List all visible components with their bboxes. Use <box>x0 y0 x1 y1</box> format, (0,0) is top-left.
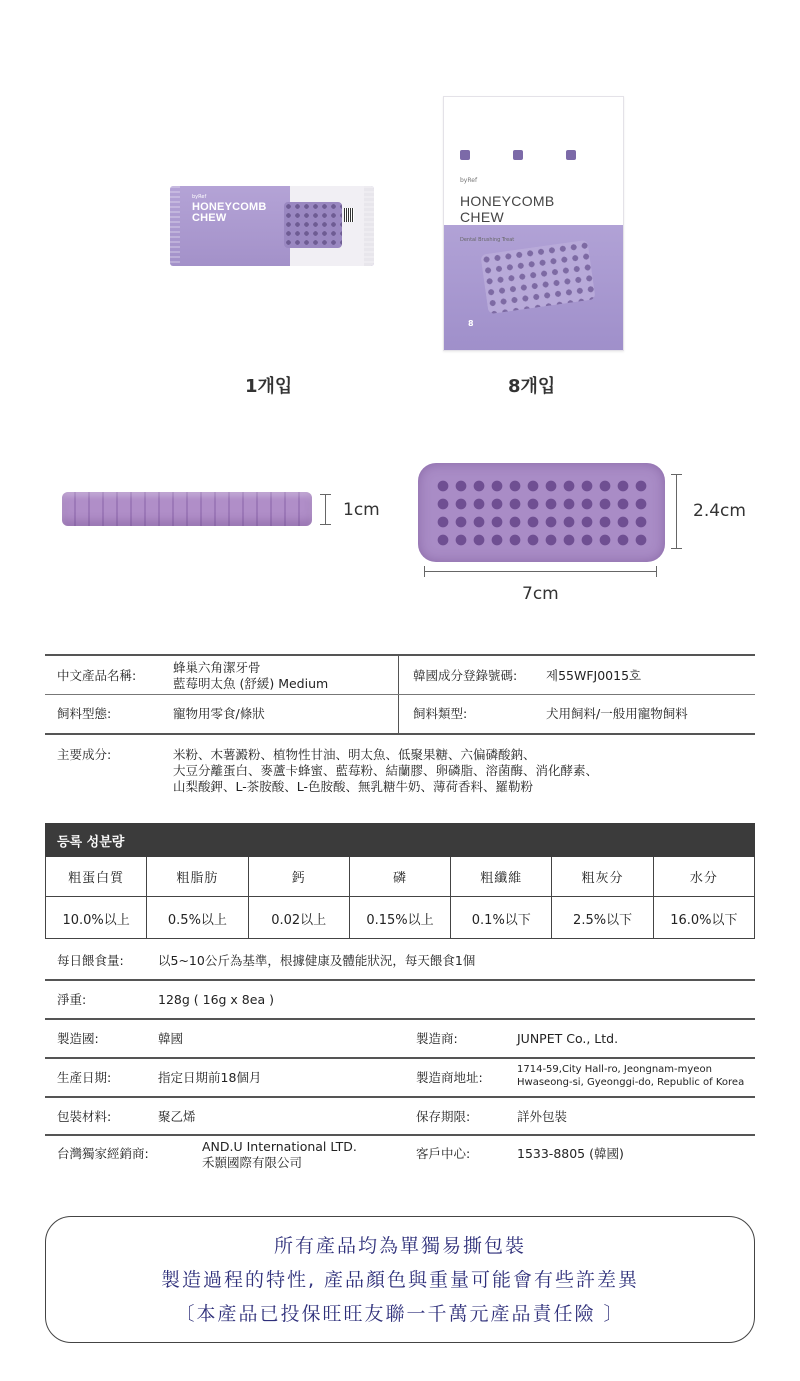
feed-class-label: 飼料類型: <box>413 706 468 721</box>
distributor-label: 台灣獨家經銷商: <box>57 1146 149 1161</box>
analysis-table <box>45 857 755 939</box>
pack-name-line1: HONEYCOMB <box>460 193 555 209</box>
caption-single: 1개입 <box>245 376 293 397</box>
daily-amount-label: 每日餵食量: <box>57 953 124 968</box>
table-rule <box>45 1096 755 1098</box>
pack-brand: byRef <box>192 194 207 200</box>
analysis-value: 2.5%以下 <box>552 897 653 939</box>
packaging-label: 包裝材料: <box>57 1109 112 1124</box>
analysis-header: 粗纖維 <box>451 857 552 897</box>
feature-icon <box>460 149 504 161</box>
ingredients-line: 大豆分離蛋白、麥蘆卡蜂蜜、藍莓粉、結蘭膠、卵磷脂、溶菌酶、消化酵素、 <box>173 763 599 778</box>
analysis-section-title: 등록 성분량 <box>45 823 755 857</box>
thickness-label: 1cm <box>343 500 380 520</box>
pack-name-line2: CHEW <box>192 212 227 224</box>
honeycomb-icon <box>284 202 342 248</box>
daily-amount-value: 以5~10公斤為基準，根據健康及體能狀況，每天餵食1個 <box>158 953 476 968</box>
customer-service-label: 客戶中心: <box>416 1146 471 1161</box>
net-weight-label: 淨重: <box>57 992 87 1007</box>
analysis-header: 粗灰分 <box>552 857 653 897</box>
height-label: 2.4cm <box>693 501 746 521</box>
pack-crimp-left <box>170 186 180 266</box>
pack-brand: byRef <box>460 177 478 184</box>
analysis-value: 0.5%以上 <box>147 897 248 939</box>
width-label: 7cm <box>522 584 559 604</box>
pack-product-name <box>192 202 267 224</box>
product-name-line2: 藍莓明太魚 (舒緩) Medium <box>173 676 329 691</box>
packaging-value: 聚乙烯 <box>158 1109 196 1124</box>
dimension-cap <box>320 524 331 525</box>
pack-feature-icons <box>460 149 610 161</box>
analysis-value: 0.15%以上 <box>350 897 451 939</box>
table-rule <box>45 1057 755 1059</box>
registration-value: 제55WFJ0015호 <box>546 668 642 683</box>
production-date-value: 指定日期前18個月 <box>158 1070 262 1085</box>
feature-icon <box>566 149 610 161</box>
production-date-label: 生產日期: <box>57 1070 112 1085</box>
origin-label: 製造國: <box>57 1031 99 1046</box>
dimension-cap <box>424 566 425 577</box>
analysis-header: 鈣 <box>249 857 350 897</box>
analysis-header: 粗脂肪 <box>147 857 248 897</box>
table-rule <box>45 694 755 695</box>
dimension-cap <box>671 548 682 549</box>
notice-line: 〔本產品已投保旺旺友聯一千萬元產品責任險 〕 <box>175 1302 625 1325</box>
feed-form-value: 寵物用零食/條狀 <box>173 706 265 721</box>
distributor-name-en: AND.U International LTD. <box>202 1139 357 1154</box>
table-rule <box>45 654 755 656</box>
ingredients-label: 主要成分: <box>57 747 112 762</box>
pack-name-line2: CHEW <box>460 209 504 225</box>
pack-product-name <box>460 193 555 225</box>
notice-line: 所有產品均為單獨易撕包裝 <box>273 1234 526 1257</box>
distributor-value <box>202 1139 357 1171</box>
analysis-header: 水分 <box>654 857 755 897</box>
analysis-header: 粗蛋白質 <box>46 857 147 897</box>
notice-line: 製造過程的特性, 產品顏色與重量可能會有些許差異 <box>160 1268 640 1291</box>
chew-side-view <box>62 492 312 526</box>
analysis-value: 10.0%以上 <box>46 897 147 939</box>
maker-label: 製造商: <box>416 1031 458 1046</box>
dimension-cap <box>320 494 331 495</box>
single-pack-image <box>170 186 374 266</box>
honeycomb-holes <box>434 477 650 549</box>
product-name-value <box>173 660 328 692</box>
address-line: Hwaseong-si, Gyeonggi-do, Republic of Korea <box>517 1077 745 1088</box>
product-name-label: 中文產品名稱: <box>57 668 137 683</box>
chew-top-view <box>418 463 665 562</box>
address-line: 1714-59,City Hall-ro, Jeongnam-myeon <box>517 1064 712 1075</box>
maker-address-value <box>517 1063 744 1089</box>
distributor-name-zh: 禾顥國際有限公司 <box>202 1155 303 1170</box>
feed-form-label: 飼料型態: <box>57 706 112 721</box>
product-name-line1: 蜂巢六角潔牙骨 <box>173 660 261 675</box>
ingredients-line: 山梨酸鉀、L-茶胺酸、L-色胺酸、無乳糖牛奶、薄荷香料、羅勒粉 <box>173 779 534 794</box>
table-rule <box>45 733 755 735</box>
width-dimension-line <box>424 571 657 572</box>
ingredients-line: 米粉、木薯澱粉、植物性甘油、明太魚、低聚果糖、六偏磷酸鈉、 <box>173 747 536 762</box>
analysis-value: 0.02以上 <box>249 897 350 939</box>
dimension-cap <box>656 566 657 577</box>
feature-icon <box>513 149 557 161</box>
table-rule <box>45 979 755 981</box>
maker-value: JUNPET Co., Ltd. <box>517 1031 619 1046</box>
dimension-cap <box>671 474 682 475</box>
notice-box <box>45 1216 755 1343</box>
pack-subtitle: Dental Brushing Treat <box>460 237 515 243</box>
ingredients-value <box>173 747 598 795</box>
shelf-life-value: 詳外包裝 <box>517 1109 568 1124</box>
thickness-dimension-line <box>325 494 326 524</box>
caption-multi: 8개입 <box>508 376 556 397</box>
net-weight-value: 128g ( 16g x 8ea ) <box>158 992 274 1007</box>
table-rule <box>45 1134 755 1136</box>
multi-pack-image <box>443 96 624 351</box>
analysis-value: 0.1%以下 <box>451 897 552 939</box>
registration-label: 韓國成分登錄號碼: <box>413 668 518 683</box>
analysis-header: 磷 <box>350 857 451 897</box>
table-rule <box>45 1018 755 1020</box>
pack-name-line1: HONEYCOMB <box>192 201 267 213</box>
maker-address-label: 製造商地址: <box>416 1070 483 1085</box>
pack-count: 8 <box>468 319 474 328</box>
shelf-life-label: 保存期限: <box>416 1109 471 1124</box>
height-dimension-line <box>676 474 677 548</box>
customer-service-value: 1533-8805 (韓國) <box>517 1146 624 1161</box>
barcode-icon <box>344 208 354 222</box>
analysis-value: 16.0%以下 <box>654 897 755 939</box>
feed-class-value: 犬用飼料/一般用寵物飼料 <box>546 706 688 721</box>
pack-crimp-right <box>364 186 374 266</box>
origin-value: 韓國 <box>158 1031 184 1046</box>
